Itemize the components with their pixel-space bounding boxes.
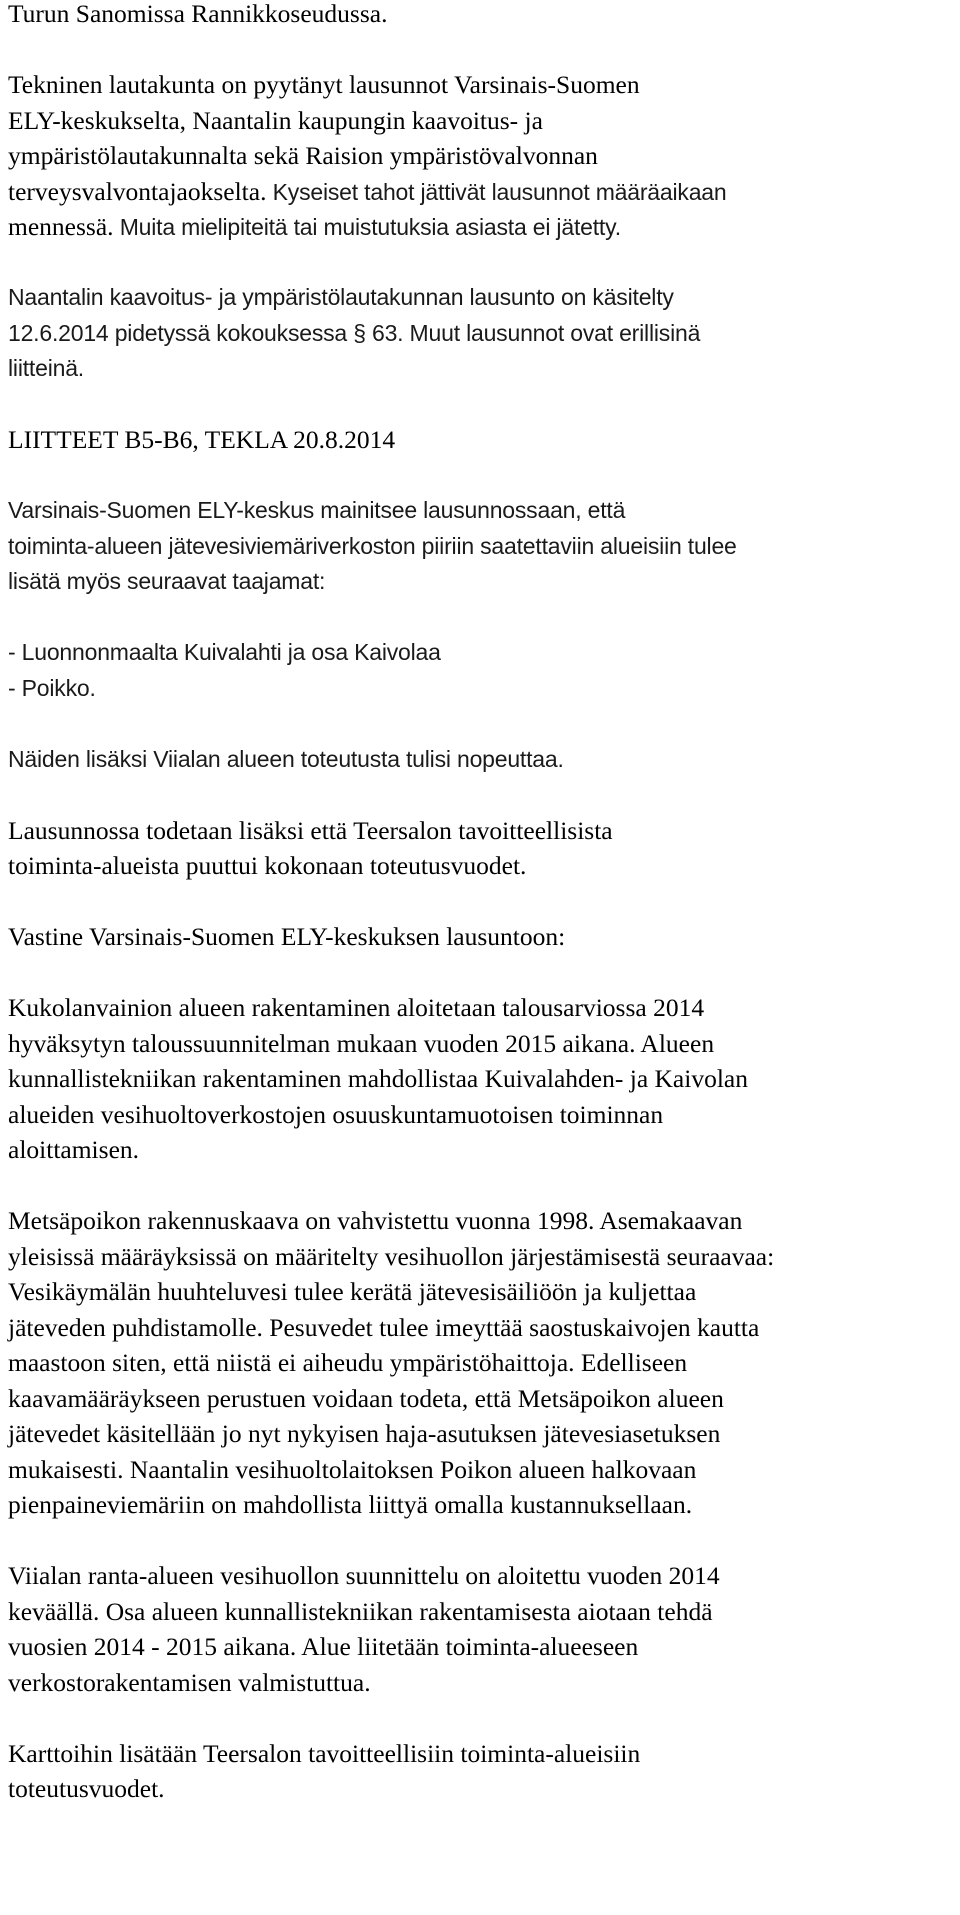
text-line: kaavamääräykseen perustuen voidaan todeta, että Metsäpoikon alueen (8, 1383, 724, 1413)
paragraph-gap (8, 1700, 953, 1736)
text-line: Tekninen lautakunta on pyytänyt lausunnot Varsinais-Suomen (8, 70, 640, 99)
text-line: Turun Sanomissa Rannikkoseudussa. (8, 0, 388, 28)
paragraph-gap (8, 1523, 953, 1559)
text-line: kunnallistekniikan rakentaminen mahdollistaa Kuivalahden- ja Kaivolan (8, 1064, 748, 1093)
text-line: alueiden vesihuoltoverkostojen osuuskuntamuotoisen toiminnan (8, 1099, 664, 1129)
text-line: jätevedet käsitellään jo nyt nykyisen haja-asutuksen jätevesiasetuksen (8, 1419, 721, 1448)
text-line: Varsinais-Suomen ELY-keskus mainitsee lausunnossaan, että (8, 497, 626, 523)
settlement-list (8, 635, 953, 706)
text-line: ELY-keskukselta, Naantalin kaupungin kaavoitus- ja (8, 105, 543, 135)
text-line: Metsäpoikon rakennuskaava on vahvistettu vuonna 1998. Asemakaavan (8, 1206, 743, 1235)
text-line: Kukolanvainion alueen rakentaminen aloitetaan talousarviossa 2014 (8, 993, 705, 1022)
text-line: keväällä. Osa alueen kunnallistekniikan rakentamisesta aiotaan tehdä (8, 1596, 713, 1626)
list-item: - Poikko. (8, 674, 96, 701)
text-line: Naantalin kaavoitus- ja ympäristölautakunnan lausunto on käsitelty (8, 284, 674, 310)
text-line: hyväksytyn taloussuunnitelman mukaan vuoden 2015 aikana. Alueen (8, 1028, 715, 1058)
text-line (8, 174, 953, 210)
text-line: Karttoihin lisätään Teersalon tavoitteellisiin toiminta-alueisiin (8, 1738, 641, 1768)
text-line: pienpaineviemäriin on mahdollista liittyä omalla kustannuksellaan. (8, 1490, 693, 1519)
text-line: vuosien 2014 - 2015 aikana. Alue liitetään toiminta-alueeseen (8, 1632, 639, 1661)
text-line: ympäristölautakunnalta sekä Raision ympäristövalvonnan (8, 141, 598, 170)
paragraph-maps (8, 1736, 953, 1807)
document-body (8, 0, 953, 1807)
text-line: toiminta-alueen jätevesiviemäriverkoston piiriin saatettaviin alueisiin tulee (8, 532, 737, 559)
text-line: mukaisesti. Naantalin vesihuoltolaitoksen Poikon alueen halkovaan (8, 1454, 697, 1484)
text-line: jäteveden puhdistamolle. Pesuvedet tulee imeyttää saostuskaivojen kautta (8, 1312, 760, 1342)
paragraph-gap (8, 32, 953, 68)
paragraph-teersalo-missing (8, 813, 953, 884)
text-line: aloittamisen. (8, 1135, 140, 1164)
paragraph-gap (8, 600, 953, 636)
text-line: liitteinä. (8, 355, 84, 381)
text-line: lisätä myös seuraavat taajamat: (8, 568, 326, 594)
text-segment: terveysvalvontajaokselta. (8, 176, 267, 206)
text-segment: Kyseiset tahot jättivät lausunnot määräaikaan (266, 178, 727, 205)
paragraph-metsapoikko (8, 1203, 953, 1523)
response-heading (8, 919, 953, 955)
list-item: - Luonnonmaalta Kuivalahti ja osa Kaivolaa (8, 639, 441, 665)
text-segment: Muita mielipiteitä tai muistutuksia asiasta ei jätetty. (113, 214, 621, 240)
text-line: 12.6.2014 pidetyssä kokouksessa § 63. Muut lausunnot ovat erillisinä (8, 319, 701, 346)
paragraph-kukolanvainio (8, 990, 953, 1168)
paragraph-gap (8, 387, 953, 423)
paragraph-ely-statement (8, 493, 953, 600)
text-line: Vastine Varsinais-Suomen ELY-keskuksen lausuntoon: (8, 922, 566, 951)
text-line: toiminta-alueista puuttui kokonaan toteutusvuodet. (8, 851, 527, 880)
paragraph-statements-requested (8, 67, 953, 245)
text-line: Lausunnossa todetaan lisäksi että Teersalon tavoitteellisista (8, 815, 613, 845)
text-line: Näiden lisäksi Viialan alueen toteutusta tulisi nopeuttaa. (8, 745, 564, 772)
paragraph-gap (8, 884, 953, 920)
paragraph-gap (8, 458, 953, 494)
text-line: yleisissä määräyksissä on määritelty vesihuollon järjestämisestä seuraavaa: (8, 1241, 775, 1271)
paragraph-naantalin-statement (8, 280, 953, 387)
text-line (8, 209, 953, 245)
paragraph-gap (8, 1168, 953, 1204)
text-line: verkostorakentamisen valmistuttua. (8, 1667, 371, 1697)
paragraph-intro-tail (8, 0, 953, 32)
paragraph-attachments (8, 422, 953, 458)
text-line: maastoon siten, että niistä ei aiheudu ympäristöhaittoja. Edelliseen (8, 1348, 688, 1377)
text-line: Viialan ranta-alueen vesihuollon suunnittelu on aloitettu vuoden 2014 (8, 1561, 720, 1590)
paragraph-gap (8, 955, 953, 991)
text-line: Vesikäymälän huuhteluvesi tulee kerätä jätevesisäiliöön ja kuljettaa (8, 1277, 697, 1306)
paragraph-viiala-shore (8, 1558, 953, 1700)
text-segment: mennessä. (8, 212, 114, 241)
text-line: toteutusvuodet. (8, 1774, 165, 1803)
paragraph-gap (8, 245, 953, 281)
paragraph-gap (8, 777, 953, 813)
attachments-reference: LIITTEET B5-B6, TEKLA 20.8.2014 (8, 425, 396, 454)
paragraph-viiala (8, 742, 953, 778)
paragraph-gap (8, 706, 953, 742)
